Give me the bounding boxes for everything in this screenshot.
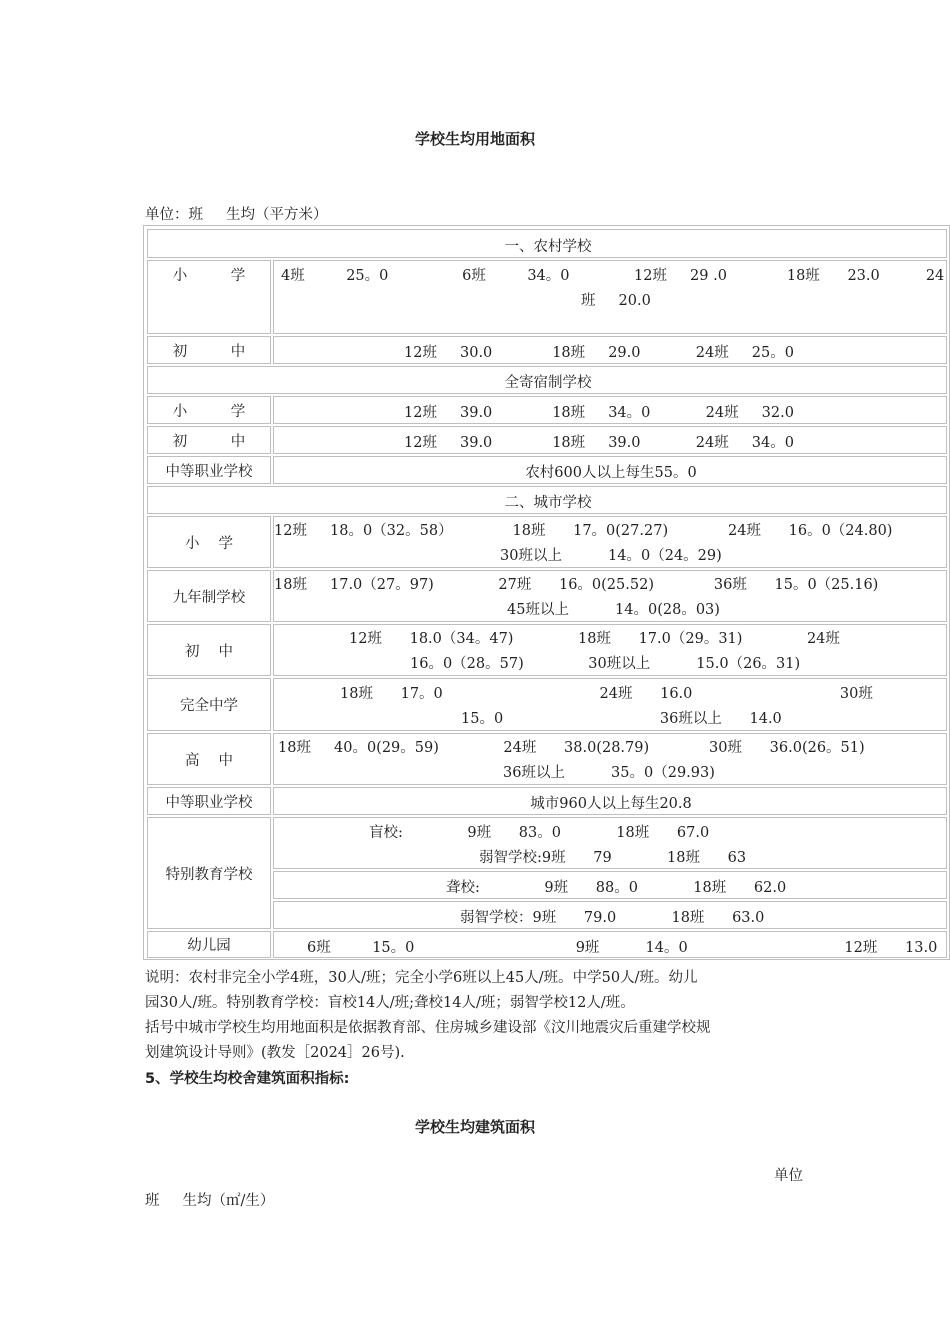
- rural-middle-label-cell: [147, 336, 271, 364]
- voc-rural-values: 农村600人以上每生55。0: [525, 465, 697, 481]
- voc-rural-label-cell: [147, 456, 271, 484]
- urban-middle-line2: 16。0（28。57) 30班以上 15.0（26。31): [410, 656, 801, 672]
- special-edu-label-cell: [147, 817, 271, 929]
- full-school-line1: 18班 17。0 24班 16.0 30班: [340, 686, 873, 702]
- full-school-label: 完全中学: [180, 698, 238, 714]
- boarding-middle-values: 12班 39.0 18班 39.0 24班 34。0: [404, 435, 794, 451]
- building-area-title: 学校生均建筑面积: [414, 1118, 535, 1136]
- nine-year-label: 九年制学校: [172, 589, 246, 606]
- urban-middle-line1: 12班 18.0（34。47) 18班 17.0（29。31) 24班: [349, 631, 840, 647]
- boarding-header: 全寄宿制学校: [504, 375, 592, 391]
- special-edu-label: 特别教育学校: [165, 866, 253, 883]
- rural-middle-values-cell: [273, 336, 947, 364]
- urban-primary-line2: 30班以上 14。0（24。29): [500, 548, 722, 564]
- land-area-table: [143, 225, 950, 960]
- boarding-middle-label: 初 中: [172, 433, 246, 450]
- section-5-heading: 5、学校生均校舍建筑面积指标:: [145, 1071, 350, 1087]
- voc-urban-values-cell: [273, 787, 947, 815]
- rural-primary-line1: 4班 25。0 6班 34。0 12班 29 .0 18班 23.0 24: [281, 268, 945, 284]
- high-school-label: 高 中: [184, 752, 234, 769]
- voc-rural-label: 中等职业学校: [165, 463, 253, 480]
- unit2-right: 单位: [774, 1168, 803, 1184]
- voc-rural-values-cell: [273, 456, 947, 484]
- page-title: 学校生均用地面积: [414, 130, 535, 148]
- urban-primary-label: 小 学: [184, 535, 234, 552]
- high-school-line1: 18班 40。0(29。59) 24班 38.0(28.79) 30班 36.0(26。51): [278, 740, 865, 756]
- note-line-1: 说明：农村非完全小学4班，30人/班；完全小学6班以上45人/班。中学50人/班。幼儿: [145, 970, 698, 986]
- rural-header-cell: [147, 229, 947, 258]
- boarding-primary-values-cell: [273, 396, 947, 424]
- urban-primary-line1: 12班 18。0（32。58） 18班 17。0(27.27) 24班 16。0（24.80): [274, 523, 893, 539]
- boarding-middle-values-cell: [273, 426, 947, 454]
- boarding-primary-label: 小 学: [172, 403, 246, 420]
- retard-school-line-a: 弱智学校:9班 79 18班 63: [479, 850, 747, 866]
- nine-year-values-cell: [273, 570, 947, 622]
- special-blind-cell: [273, 817, 947, 869]
- nine-year-line1: 18班 17.0（27。97) 27班 16。0(25.52) 36班 15。0（25.16): [274, 577, 879, 593]
- voc-urban-label: 中等职业学校: [165, 794, 253, 811]
- special-retard-cell: [273, 901, 947, 929]
- retard-school-line-b: 弱智学校：9班 79.0 18班 63.0: [460, 910, 765, 926]
- urban-middle-label: 初 中: [184, 643, 234, 660]
- boarding-header-cell: [147, 366, 947, 394]
- note-line-3: 括号中城市学校生均用地面积是依据教育部、住房城乡建设部《汶川地震灾后重建学校规: [145, 1020, 711, 1036]
- urban-middle-values-cell: [273, 624, 947, 676]
- rural-primary-label-cell: [147, 260, 271, 334]
- rural-primary-line2: 班 20.0: [581, 293, 651, 309]
- nine-year-line2: 45班以上 14。0(28。03): [507, 602, 720, 618]
- urban-header: 二、城市学校: [504, 495, 592, 511]
- boarding-middle-label-cell: [147, 426, 271, 454]
- nine-year-label-cell: [147, 570, 271, 622]
- kinder-values: 6班 15。0 9班 14。0 12班 13.0: [307, 940, 938, 956]
- kinder-label: 幼儿园: [187, 938, 231, 954]
- rural-primary-values-cell: [273, 260, 947, 334]
- urban-middle-label-cell: [147, 624, 271, 676]
- rural-primary-label: 小 学: [172, 268, 246, 284]
- special-deaf-cell: [273, 871, 947, 899]
- kinder-label-cell: [147, 931, 271, 958]
- deaf-school-line: 聋校: 9班 88。0 18班 62.0: [446, 880, 787, 896]
- full-school-values-cell: [273, 678, 947, 731]
- voc-urban-values: 城市960人以上每生20.8: [530, 796, 692, 812]
- boarding-primary-label-cell: [147, 396, 271, 424]
- rural-middle-label: 初 中: [172, 343, 246, 360]
- high-school-label-cell: [147, 733, 271, 785]
- full-school-line2: 15。0 36班以上 14.0: [461, 711, 782, 727]
- full-school-label-cell: [147, 678, 271, 731]
- rural-middle-values: 12班 30.0 18班 29.0 24班 25。0: [404, 345, 794, 361]
- note-line-4: 划建筑设计导则》(教发［2024］26号).: [145, 1045, 405, 1061]
- high-school-line2: 36班以上 35。0（29.93): [503, 765, 715, 781]
- kinder-values-cell: [273, 931, 947, 958]
- urban-primary-label-cell: [147, 516, 271, 568]
- urban-header-cell: [147, 486, 947, 514]
- note-line-2: 园30人/班。特别教育学校：盲校14人/班;聋校14人/班；弱智学校12人/班。: [145, 995, 635, 1011]
- voc-urban-label-cell: [147, 787, 271, 815]
- unit2-left: 班 生均（㎡/生）: [145, 1193, 275, 1209]
- rural-header: 一、农村学校: [504, 239, 592, 255]
- boarding-primary-values: 12班 39.0 18班 34。0 24班 32.0: [404, 405, 794, 421]
- blind-school-line: 盲校: 9班 83。0 18班 67.0: [369, 825, 710, 841]
- urban-primary-values-cell: [273, 516, 947, 568]
- unit-line: 单位：班 生均（平方米）: [145, 207, 328, 223]
- high-school-values-cell: [273, 733, 947, 785]
